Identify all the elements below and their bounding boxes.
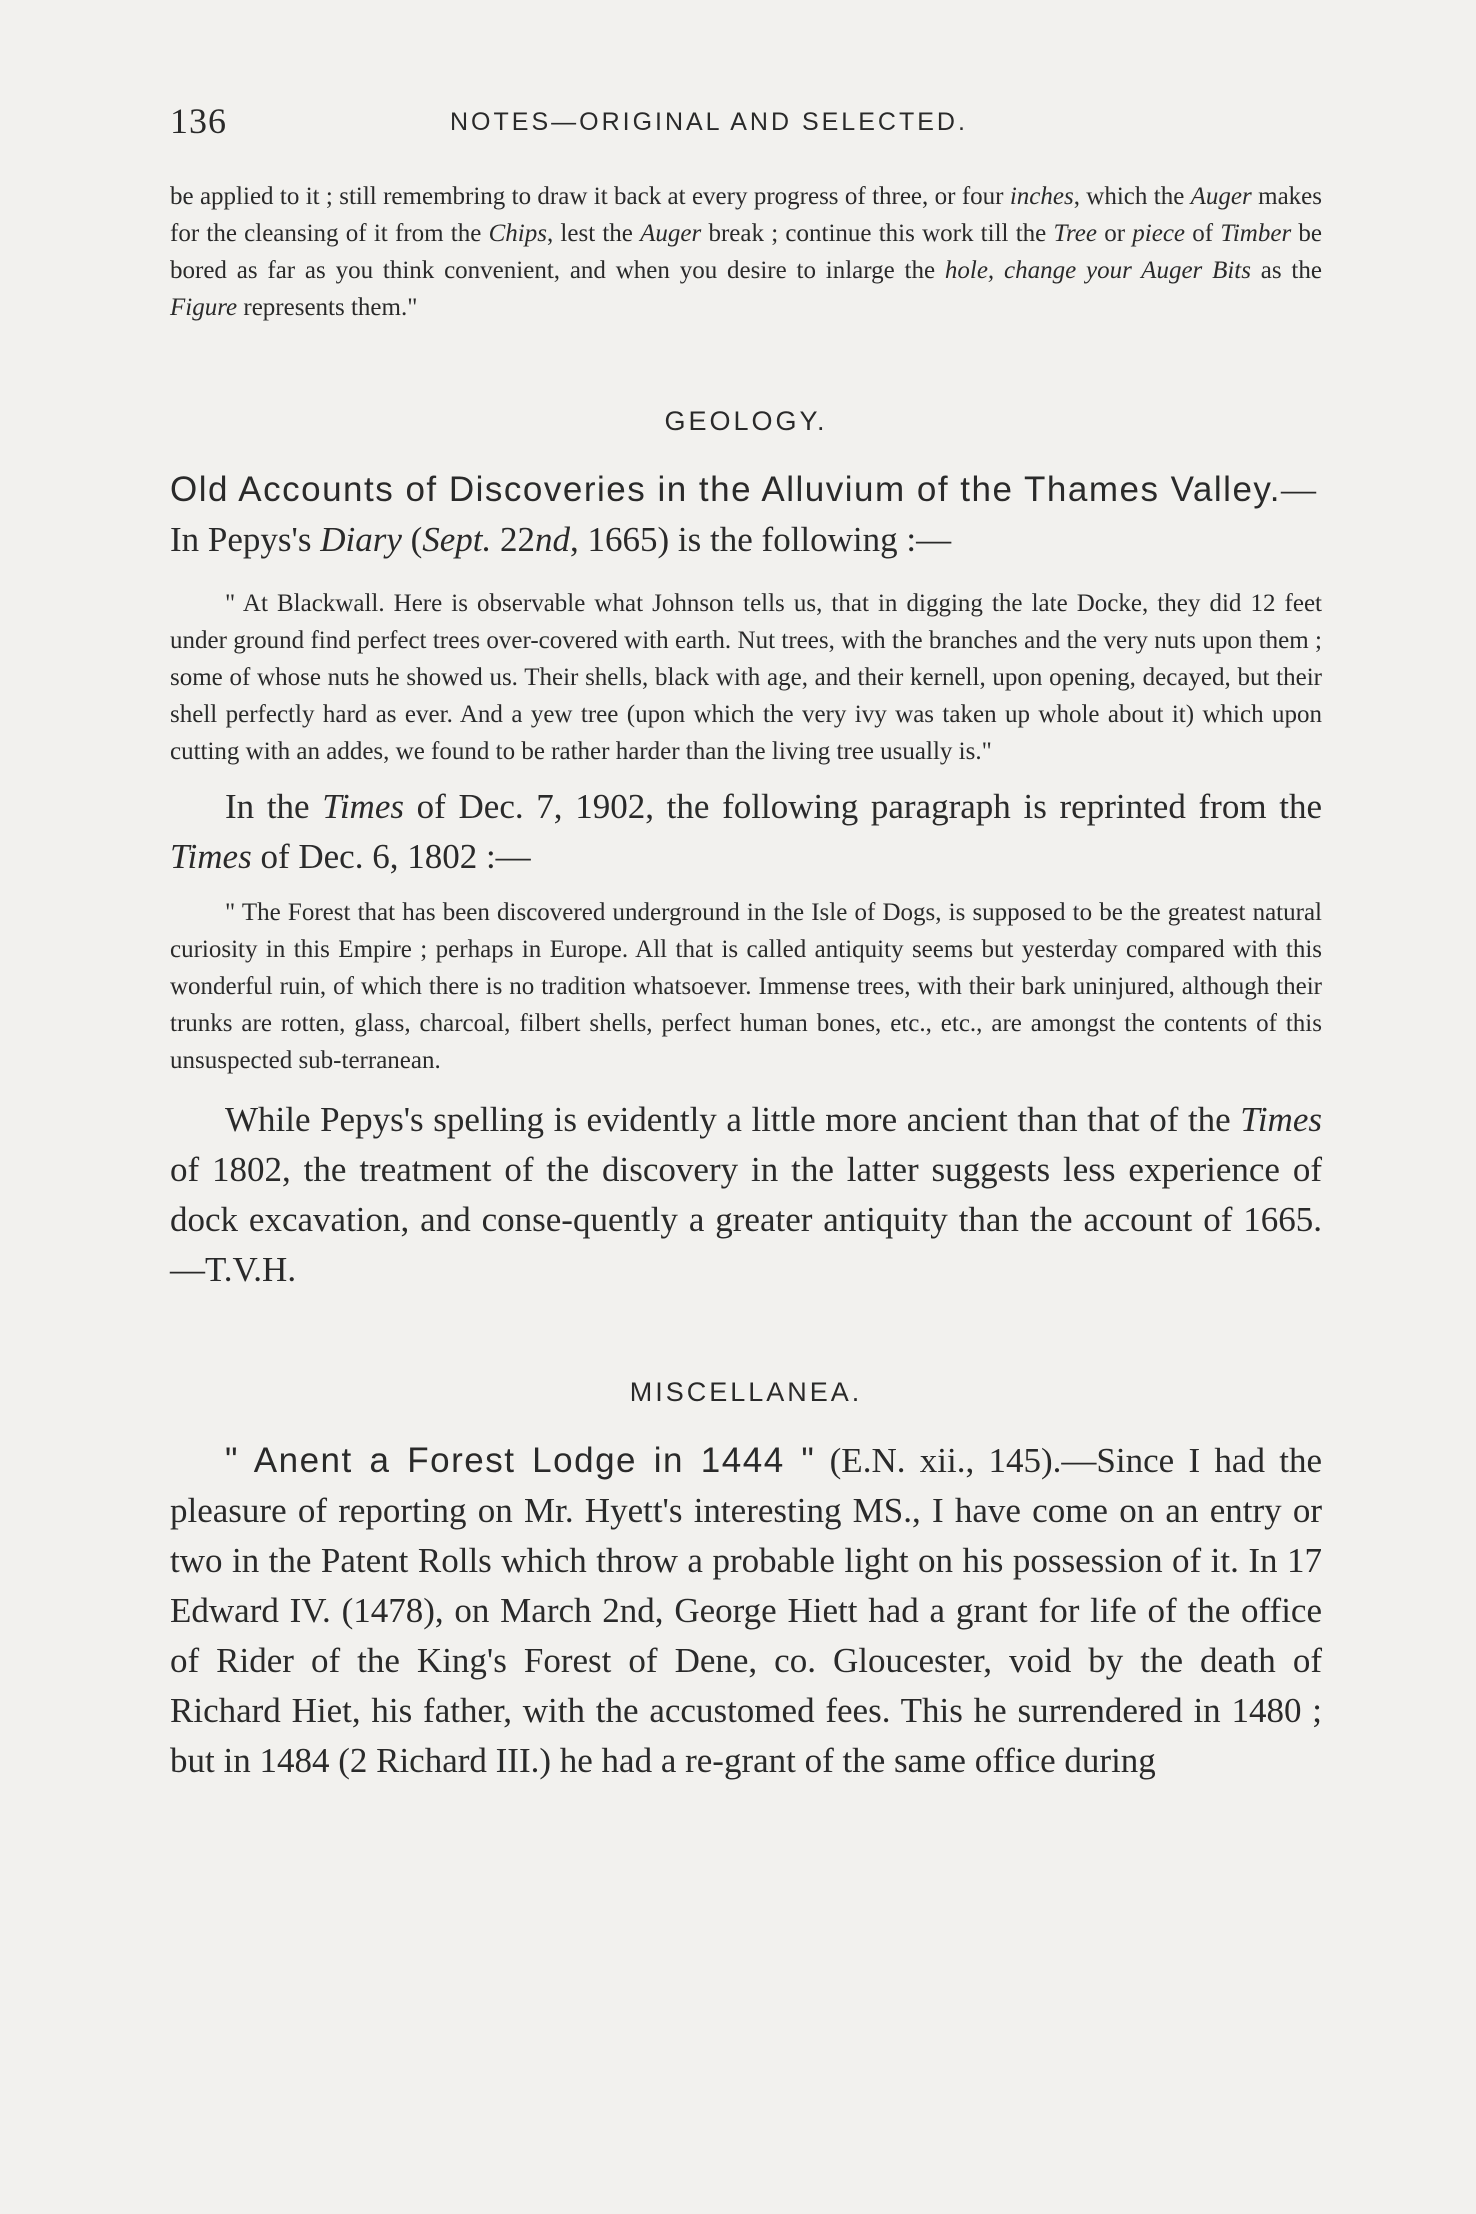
running-title: NOTES—ORIGINAL AND SELECTED. [450,108,968,136]
miscellanea-heading: MISCELLANEA. [629,1377,863,1407]
auger-paragraph: be applied to it ; still remembring to draw it back at every progress of three, or four inches, which the Auger makes for the cleansing of it from the Chips, lest the Auger break ; continue this work till the Tree or piece of Timber be bored as far as you think convenient, and when you desire to inlarge the hole, change your Auger Bits as the Figure represents them." [170,183,1323,321]
conclusion-paragraph: While Pepys's spelling is evidently a little more ancient than that of the Times of 1802, the treatment of the discovery in the latter suggests less experience of dock excavation, and conse-quently a greater antiquity than the account of 1665.—T.V.H. [170,1100,1322,1289]
pepys-quote: " At Blackwall. Here is observable what Johnson tells us, that in digging the late Docke, they did 12 feet under ground find perfect trees over-covered with earth. Nut trees, with the branches and the very nuts upon them ; some of whose nuts he showed us. Their shells, black with age, and their kernell, upon opening, decayed, but their shell perfectly hard as ever. And a yew tree (upon which the very ivy was taken up whole about it) which upon cutting with an addes, we found to be rather harder than the living tree usually is." [170,590,1322,765]
forest-lodge-paragraph: " Anent a Forest Lodge in 1444 " (E.N. xii., 145).—Since I had the pleasure of reporting on Mr. Hyett's interesting MS., I have come on an entry or two in the Patent Rolls which throw a probable light on his possession of it. In 17 Edward IV. (1478), on March 2nd, George Hiett had a grant for life of the office of Rider of the King's Forest of Dene, co. Gloucester, void by the death of Richard Hiet, his father, with the accustomed fees. This he surrendered in 1480 ; but in 1484 (2 Richard III.) he had a re-grant of the same office during [170,1441,1322,1780]
geology-lead-paragraph: Old Accounts of Discoveries in the Alluvium of the Thames Valley.—In Pepys's Diary (Sept. 22nd, 1665) is the following :— [170,470,1317,559]
times-quote: " The Forest that has been discovered underground in the Isle of Dogs, is supposed to be the greatest natural curiosity in this Empire ; perhaps in Europe. All that is called antiquity seems but yesterday compared with this wonderful ruin, of which there is no tradition whatsoever. Immense trees, with their bark uninjured, although their trunks are rotten, glass, charcoal, filbert shells, perfect human bones, etc., etc., are amongst the contents of this unsuspected sub-terranean. [170,899,1322,1074]
geology-heading: GEOLOGY. [664,406,828,436]
forest-lodge-title: " Anent a Forest Lodge in 1444 " [225,1441,816,1480]
running-head [170,100,1322,150]
times-paragraph: In the Times of Dec. 7, 1902, the following paragraph is reprinted from the Times of Dec. 6, 1802 :— [170,787,1322,876]
page-number: 136 [170,101,227,141]
geology-article-title: Old Accounts of Discoveries in the Alluvium of the Thames Valley. [170,470,1282,509]
page-content [170,100,1322,1786]
